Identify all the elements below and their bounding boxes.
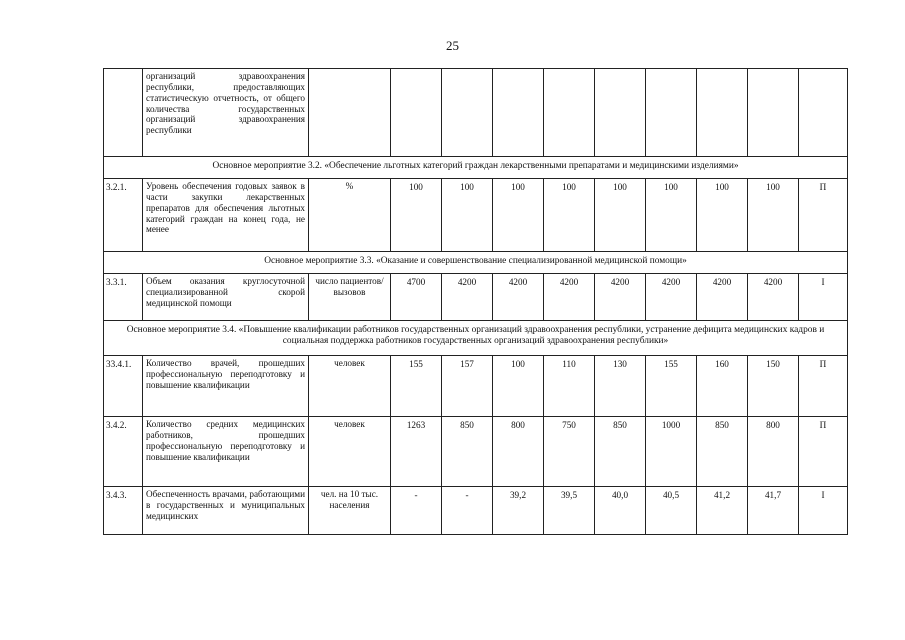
marker-cell: I	[799, 274, 848, 321]
section-row	[104, 252, 848, 274]
table-body	[104, 69, 848, 535]
page-number: 25	[446, 38, 459, 53]
unit-cell	[309, 69, 391, 157]
unit-cell: %	[309, 179, 391, 252]
value-cell: 40,5	[646, 487, 697, 535]
value-cell: 100	[697, 179, 748, 252]
value-cell: 130	[595, 356, 646, 417]
value-cell: 4200	[493, 274, 544, 321]
marker-cell: I	[799, 487, 848, 535]
value-cell: 4200	[646, 274, 697, 321]
value-cell: 4200	[595, 274, 646, 321]
marker-cell: П	[799, 417, 848, 487]
value-cell: 750	[544, 417, 595, 487]
value-cell: 41,7	[748, 487, 799, 535]
section-heading: Основное мероприятие 3.2. «Обеспечение льготных категорий граждан лекарственными препаратами и медицинскими изделиями»	[104, 157, 848, 179]
value-cell: 160	[697, 356, 748, 417]
value-cell: 157	[442, 356, 493, 417]
unit-cell: человек	[309, 417, 391, 487]
value-cell: 155	[646, 356, 697, 417]
value-cell: -	[442, 487, 493, 535]
table-row	[104, 274, 848, 321]
row-code: 3.4.3.	[104, 487, 143, 535]
unit-cell: число пациентов/ вызовов	[309, 274, 391, 321]
value-cell: 100	[391, 179, 442, 252]
indicator-name: Объем оказания круглосуточной специализированной скорой медицинской помощи	[143, 274, 309, 321]
unit-cell: чел. на 10 тыс. населения	[309, 487, 391, 535]
value-cell: 39,5	[544, 487, 595, 535]
row-code: 3.3.1.	[104, 274, 143, 321]
value-cell: 1263	[391, 417, 442, 487]
value-cell: 4200	[442, 274, 493, 321]
section-heading: Основное мероприятие 3.4. «Повышение квалификации работников государственных организаций здравоохранения республики, устранение дефицита медицинских кадров и социальная поддержка работников государственных организаций здравоохранения республики»	[104, 321, 848, 356]
value-cell: 100	[544, 179, 595, 252]
table-row	[104, 69, 848, 157]
value-cell: 39,2	[493, 487, 544, 535]
table-row	[104, 417, 848, 487]
value-cell	[493, 69, 544, 157]
value-cell: 100	[646, 179, 697, 252]
section-heading: Основное мероприятие 3.3. «Оказание и совершенствование специализированной медицинской помощи»	[104, 252, 848, 274]
table-row	[104, 356, 848, 417]
value-cell	[595, 69, 646, 157]
value-cell: 150	[748, 356, 799, 417]
value-cell: 100	[748, 179, 799, 252]
section-row	[104, 321, 848, 356]
value-cell: 155	[391, 356, 442, 417]
value-cell: -	[391, 487, 442, 535]
value-cell	[544, 69, 595, 157]
indicator-name: Количество средних медицинских работников, прошедших профессиональную переподготовку и повышение квалификации	[143, 417, 309, 487]
marker-cell: П	[799, 179, 848, 252]
indicators-table	[103, 68, 848, 535]
section-row	[104, 157, 848, 179]
value-cell: 100	[493, 356, 544, 417]
value-cell: 100	[595, 179, 646, 252]
value-cell	[442, 69, 493, 157]
value-cell: 4700	[391, 274, 442, 321]
value-cell: 41,2	[697, 487, 748, 535]
value-cell	[646, 69, 697, 157]
unit-cell: человек	[309, 356, 391, 417]
row-code	[104, 69, 143, 157]
marker-cell	[799, 69, 848, 157]
table-row	[104, 179, 848, 252]
value-cell: 1000	[646, 417, 697, 487]
value-cell	[391, 69, 442, 157]
row-code: 33.4.1.	[104, 356, 143, 417]
indicator-name: Обеспеченность врачами, работающими в государственных и муниципальных медицинских	[143, 487, 309, 535]
value-cell: 850	[697, 417, 748, 487]
row-code: 3.4.2.	[104, 417, 143, 487]
value-cell: 100	[442, 179, 493, 252]
row-code: 3.2.1.	[104, 179, 143, 252]
value-cell: 850	[595, 417, 646, 487]
table-row	[104, 487, 848, 535]
indicator-name: организаций здравоохранения республики, предоставляющих статистическую отчетность, от общего количества государственных организаций здравоохранения республики	[143, 69, 309, 157]
value-cell: 110	[544, 356, 595, 417]
indicator-name: Количество врачей, прошедших профессиональную переподготовку и повышение квалификации	[143, 356, 309, 417]
value-cell	[748, 69, 799, 157]
value-cell: 4200	[697, 274, 748, 321]
marker-cell: П	[799, 356, 848, 417]
value-cell: 100	[493, 179, 544, 252]
indicator-name: Уровень обеспечения годовых заявок в части закупки лекарственных препаратов для обеспечения льготных категорий граждан на конец года, не менее	[143, 179, 309, 252]
value-cell: 800	[748, 417, 799, 487]
value-cell: 850	[442, 417, 493, 487]
value-cell: 4200	[748, 274, 799, 321]
value-cell: 4200	[544, 274, 595, 321]
value-cell: 800	[493, 417, 544, 487]
value-cell: 40,0	[595, 487, 646, 535]
value-cell	[697, 69, 748, 157]
